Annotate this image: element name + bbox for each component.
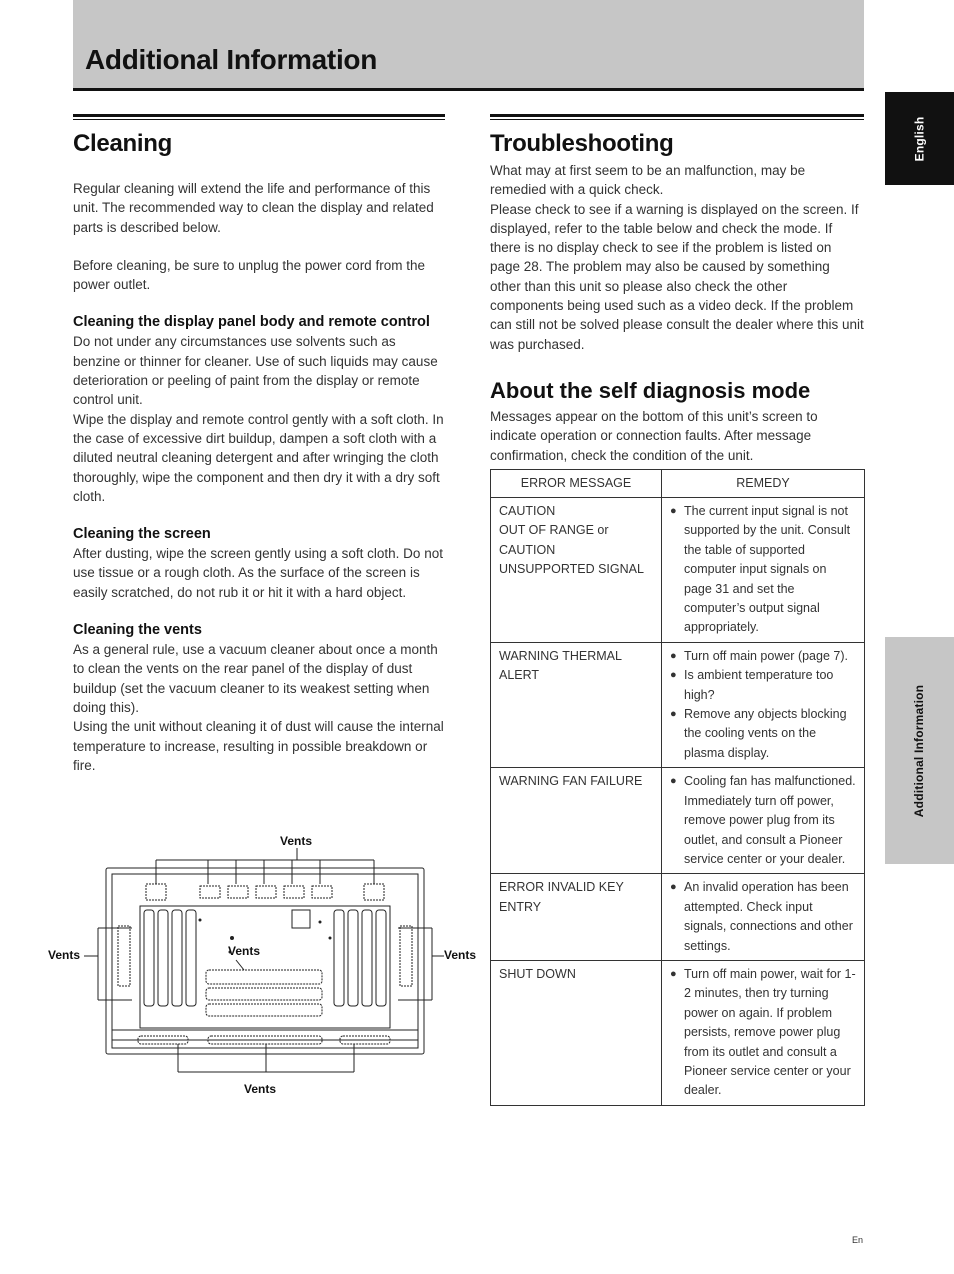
remedy-text: An invalid operation has been attempted. Check input signals, connections and other settings. (684, 880, 853, 953)
error-message-cell (491, 768, 662, 874)
error-message-cell (491, 642, 662, 767)
cleaning-intro-1: Regular cleaning will extend the life and performance of this unit. The recommended way to clean the display and related parts is described below. (73, 181, 434, 235)
column-header-remedy: REMEDY (662, 470, 865, 498)
diagram-label-center: Vents (228, 944, 261, 958)
error-message-line: ERROR INVALID KEY ENTRY (499, 880, 624, 914)
error-message-line: CAUTION (499, 542, 556, 557)
side-tab-english-label: English (912, 116, 927, 161)
screen-cleaning-heading: Cleaning the screen (73, 526, 211, 543)
error-message-cell (491, 960, 662, 1105)
table-header-row (491, 470, 865, 498)
remedy-item (670, 705, 856, 763)
remedy-text: Remove any objects blocking the cooling vents on the plasma display. (684, 707, 847, 760)
remedy-item (670, 965, 856, 1101)
error-message-line: CAUTION (499, 504, 556, 518)
troubleshooting-p1: What may at first seem to be an malfunction, may be remedied with a quick check. (490, 163, 806, 198)
remedy-cell (662, 960, 865, 1105)
table-row (491, 498, 865, 643)
table-row (491, 768, 865, 874)
remedy-text: Turn off main power (page 7). (684, 648, 848, 663)
remedy-item (670, 647, 856, 666)
remedy-text: Cooling fan has malfunctioned. Immediately turn off power, remove power plug from its outlet, and consult a Pioneer service center or your dealer. (684, 774, 856, 866)
rear-panel-illustration (40, 830, 490, 1110)
remedy-item (670, 772, 856, 869)
error-message-table (490, 469, 865, 1106)
diagram-label-right: Vents (444, 948, 477, 962)
page-title: Additional Information (85, 44, 378, 75)
bullet-icon: ● (670, 669, 677, 682)
cleaning-section (73, 114, 445, 775)
vents-cleaning-p2: Using the unit without cleaning it of dust will cause the internal temperature to increase, resulting in possible breakdown or fire. (73, 719, 444, 773)
panel-cleaning-heading: Cleaning the display panel body and remote control (73, 314, 430, 331)
diagram-label-top: Vents (280, 834, 313, 848)
remedy-cell (662, 768, 865, 874)
bullet-icon: ● (670, 775, 677, 788)
cleaning-heading: Cleaning (73, 130, 172, 157)
side-tab-section (885, 637, 954, 864)
remedy-item (670, 502, 856, 638)
screen-cleaning-p1: After dusting, wipe the screen gently using a soft cloth. Do not use tissue or a rough cloth. As the surface of the screen is easily scratched, do not rub it or hit it with a hard object. (73, 546, 443, 600)
error-message-cell (491, 498, 662, 643)
remedy-item (670, 878, 856, 956)
bullet-icon: ● (670, 505, 677, 517)
error-message-line: UNSUPPORTED SIGNAL (499, 562, 644, 577)
table-row (491, 874, 865, 961)
chapter-header (73, 0, 864, 91)
rear-panel-diagram (40, 830, 490, 1110)
remedy-text: The current input signal is not supported by the unit. Consult the table of supported computer input signals on page 31 and set the computer’s output signal appropriately. (684, 504, 851, 635)
self-diagnosis-p1: Messages appear on the bottom of this unit’s screen to indicate operation or connection faults. After message confirmation, check the condition of the unit. (490, 408, 818, 463)
page-language-label: En (852, 1235, 864, 1245)
remedy-cell (662, 642, 865, 767)
panel-cleaning-p2: Wipe the display and remote control gently with a soft cloth. In the case of excessive dirt buildup, dampen a soft cloth with a diluted neutral cleaning detergent and after wringing the cloth thoroughly, wipe the component and then dry it with a dry soft cloth. (73, 411, 444, 504)
table-row (491, 960, 865, 1105)
table-body (491, 498, 865, 1106)
troubleshooting-p2: Please check to see if a warning is displayed on the screen. If displayed, refer to the table below and check the mode. If there is no display check to see if the problem is listed on page 28. The problem may also be caused by something other than this unit so please also check the other components being used such as a video deck. If the problem can still not be solved please consult the dealer where this unit was purchased. (490, 201, 864, 352)
bullet-icon: ● (670, 967, 677, 980)
bullet-icon: ● (670, 649, 677, 662)
side-tab-section-label: Additional Information (912, 684, 927, 817)
remedy-cell (662, 874, 865, 961)
diagram-label-left: Vents (48, 948, 81, 962)
diagram-label-bottom: Vents (244, 1082, 277, 1096)
cleaning-intro-2: Before cleaning, be sure to unplug the power cord from the power outlet. (73, 257, 425, 293)
error-message-cell (491, 874, 662, 961)
bullet-icon: ● (670, 881, 677, 894)
remedy-cell (662, 498, 865, 643)
section-rule (73, 114, 445, 120)
remedy-item (670, 666, 856, 705)
error-message-line: SHUT DOWN (499, 966, 576, 981)
table-row (491, 642, 865, 767)
column-header-error-message: ERROR MESSAGE (491, 470, 662, 498)
error-message-line: WARNING FAN FAILURE (499, 774, 643, 789)
side-tab-english (885, 92, 954, 185)
self-diagnosis-heading: About the self diagnosis mode (490, 377, 811, 403)
remedy-text: Turn off main power, wait for 1-2 minutes, then try turning power on again. If problem persists, remove power plug from its outlet and consult a Pioneer service center or your dealer. (684, 966, 856, 1098)
error-message-line: OUT OF RANGE or (499, 523, 609, 538)
troubleshooting-section (490, 114, 864, 465)
troubleshooting-heading: Troubleshooting (490, 130, 674, 157)
remedy-text: Is ambient temperature too high? (684, 668, 834, 702)
panel-cleaning-p1: Do not under any circumstances use solvents such as benzine or thinner for cleaner. Use of such liquids may cause deterioration or peeling of paint from the display or remote control unit. (73, 334, 438, 408)
bullet-icon: ● (670, 708, 677, 721)
vents-cleaning-p1: As a general rule, use a vacuum cleaner about once a month to clean the vents on the rear panel of the display of dust buildup (set the vacuum cleaner to its weakest setting when doing this). (73, 642, 438, 715)
section-rule (490, 114, 864, 120)
error-message-line: WARNING THERMAL ALERT (499, 648, 622, 683)
vents-cleaning-heading: Cleaning the vents (73, 622, 202, 639)
